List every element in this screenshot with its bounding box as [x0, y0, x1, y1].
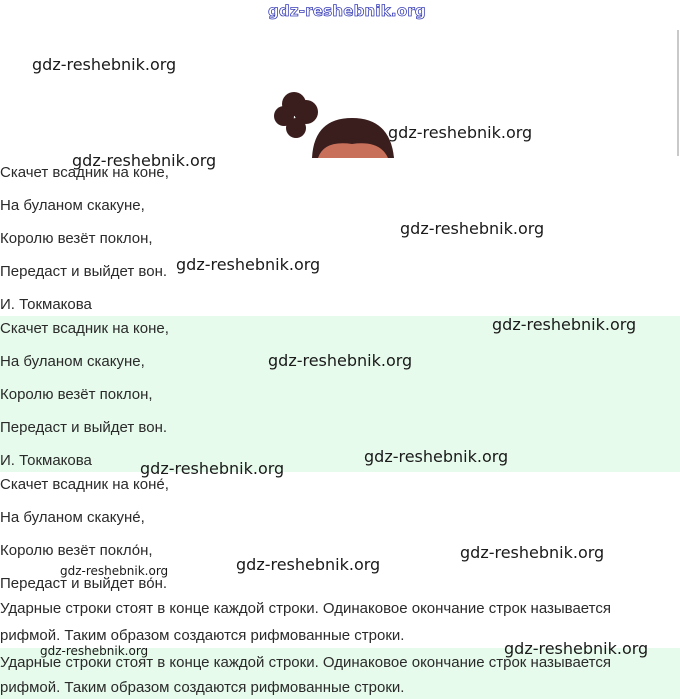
watermark: gdz-reshebnik.org [72, 151, 217, 170]
watermark: gdz-reshebnik.org [268, 351, 413, 370]
watermark: gdz-reshebnik.org [460, 543, 605, 562]
poem-line: На буланом скакуне, [0, 197, 145, 214]
poem-author: И. Токмакова [0, 452, 92, 469]
poem-line: Королю везёт поклон, [0, 230, 153, 247]
poem-line: На буланом скакуне́, [0, 509, 145, 526]
poem-line: Скачет всадник на коне, [0, 164, 169, 181]
poem-line: Скачет всадник на коне́, [0, 476, 169, 493]
poem-line: На буланом скакуне, [0, 353, 145, 370]
answer-line: Ударные строки стоят в конце каждой строки. Одинаковое окончание строк называется [0, 654, 611, 671]
watermark: gdz-reshebnik.org [364, 447, 509, 466]
watermark: gdz-reshebnik.org [268, 2, 426, 20]
poem-line: Передаст и выйдет вон. [0, 419, 168, 436]
answer-line: рифмой. Таким образом создаются рифмованные строки. [0, 679, 405, 696]
watermark: gdz-reshebnik.org [236, 555, 381, 574]
watermark: gdz-reshebnik.org [140, 459, 285, 478]
watermark: gdz-reshebnik.org [400, 219, 545, 238]
watermark: gdz-reshebnik.org [492, 315, 637, 334]
watermark: gdz-reshebnik.org [388, 123, 533, 142]
watermark: gdz-reshebnik.org [176, 255, 321, 274]
poem-block-2 [0, 316, 680, 472]
poem-line: Королю везёт покло́н, [0, 542, 153, 559]
watermark: gdz-reshebnik.org [60, 564, 169, 578]
scrollbar[interactable] [677, 30, 679, 156]
poem-line: Королю везёт поклон, [0, 386, 153, 403]
watermark: gdz-reshebnik.org [40, 644, 149, 658]
poem-block-1 [0, 156, 680, 316]
answer-line: Ударные строки стоят в конце каждой строки. Одинаковое окончание строк называется [0, 600, 611, 617]
watermark: gdz-reshebnik.org [32, 55, 177, 74]
answer-line: рифмой. Таким образом создаются рифмованные строки. [0, 627, 405, 644]
poem-line: Передаст и выйдет вон. [0, 263, 168, 280]
poem-line: Передаст и выйдет во́н. [0, 575, 168, 592]
girl-avatar-icon [272, 88, 402, 158]
watermark: gdz-reshebnik.org [504, 639, 649, 658]
poem-author: И. Токмакова [0, 296, 92, 313]
poem-line: Скачет всадник на коне, [0, 320, 169, 337]
